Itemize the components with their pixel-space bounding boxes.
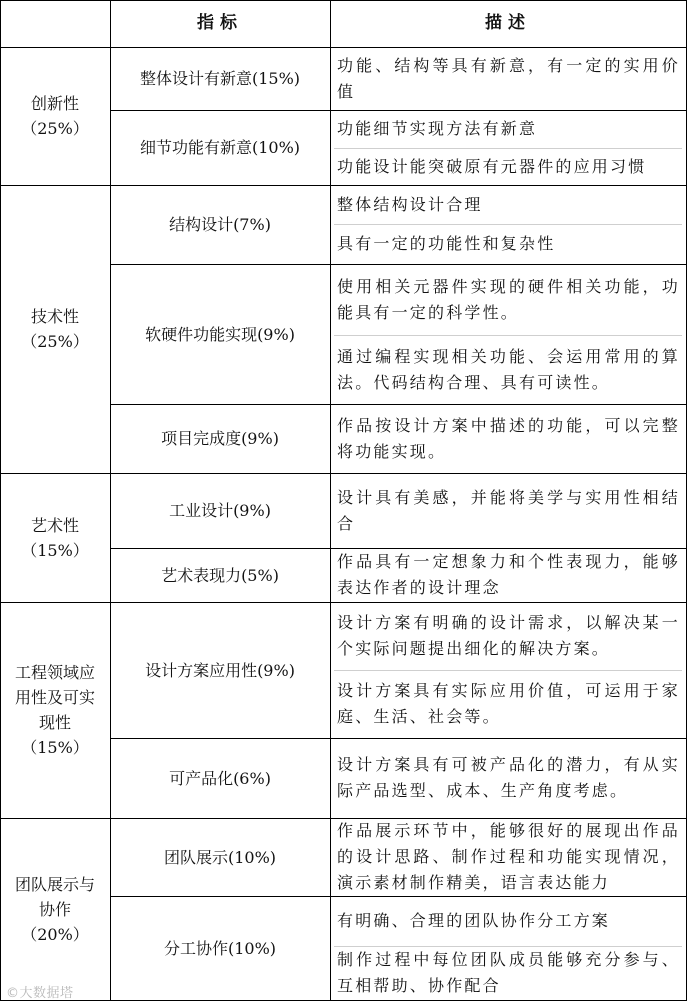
description-cell [330, 224, 686, 264]
category-label-line: （20%） [21, 924, 89, 944]
category-label [21, 513, 89, 563]
description-text: 有明确、合理的团队协作分工方案 [337, 911, 611, 930]
description-cell [330, 818, 686, 896]
category-label-line: 创新性 [30, 94, 79, 113]
header-indicator: 指标 [197, 13, 243, 33]
description-cell [330, 148, 686, 185]
description-text: 设计方案具有可被产品化的潜力，有从实际产品选型、成本、生产角度考虑。 [337, 755, 680, 800]
description-text: 功能、结构等具有新意，有一定的实用价值 [337, 55, 680, 101]
category-cell [0, 473, 110, 602]
category-label-line: （25%） [21, 332, 89, 351]
category-label-line: 协作 [38, 899, 71, 919]
category-label-line: 工程领域应 [14, 663, 95, 682]
category-label-line: 技术性 [30, 307, 79, 326]
description-cell [330, 110, 686, 148]
indicator-cell: 结构设计(7%) [169, 215, 271, 234]
description-cell [330, 670, 686, 738]
description-text: 作品展示环节中，能够很好的展现出作品的设计思路、制作过程和功能实现情况，演示素材制作精美，语言表达能力 [337, 821, 680, 892]
description-cell [330, 47, 686, 110]
description-cell [330, 946, 686, 1000]
description-text: 设计方案具有实际应用价值，可运用于家庭、生活、社会等。 [337, 681, 680, 726]
description-text: 作品具有一定想象力和个性表现力，能够表达作者的设计理念 [337, 552, 680, 597]
description-cell [330, 738, 686, 818]
description-cell [330, 548, 686, 602]
description-cell [330, 335, 686, 404]
description-cell [330, 185, 686, 224]
category-label [15, 872, 95, 947]
category-label-line: 艺术性 [30, 515, 79, 535]
description-cell [330, 264, 686, 335]
indicator-cell: 团队展示(10%) [163, 847, 277, 867]
indicator-cell: 分工协作(10%) [163, 938, 277, 958]
description-text: 使用相关元器件实现的硬件相关功能，功能具有一定的科学性。 [337, 276, 680, 322]
indicator-cell: 可产品化(6%) [169, 768, 271, 788]
category-label-line: （15%） [21, 738, 89, 757]
category-label-line: （25%） [21, 119, 89, 138]
description-cell [330, 896, 686, 946]
description-text: 设计具有美感，并能将美学与实用性相结合 [337, 487, 680, 533]
indicator-cell: 项目完成度(9%) [161, 429, 279, 448]
category-cell [0, 602, 110, 818]
category-cell [0, 818, 110, 1000]
indicator-cell: 软硬件功能实现(9%) [145, 324, 295, 344]
description-text: 制作过程中每位团队成员能够充分参与、互相帮助、协作配合 [337, 950, 680, 995]
description-text: 设计方案有明确的设计需求，以解决某一个实际问题提出细化的解决方案。 [337, 613, 680, 658]
category-label [15, 660, 95, 760]
category-label [21, 91, 89, 141]
description-cell [330, 473, 686, 548]
header-description: 描述 [485, 13, 531, 33]
watermark: ©大数据塔 [6, 986, 74, 1001]
description-text: 整体结构设计合理 [337, 194, 483, 214]
indicator-cell: 艺术表现力(5%) [161, 565, 279, 585]
indicator-cell: 工业设计(9%) [169, 501, 271, 520]
description-text: 功能细节实现方法有新意 [337, 119, 538, 138]
indicator-cell: 细节功能有新意(10%) [139, 138, 301, 157]
indicator-cell: 整体设计有新意(15%) [139, 69, 301, 88]
description-cell [330, 404, 686, 473]
description-text: 通过编程实现相关功能、会运用常用的算法。代码结构合理、具有可读性。 [337, 346, 680, 392]
description-cell [330, 602, 686, 670]
category-label [21, 304, 89, 354]
category-label-line: （15%） [21, 540, 89, 560]
header-blank-cell [0, 0, 110, 47]
category-cell [0, 47, 110, 185]
description-text: 功能设计能突破原有元器件的应用习惯 [337, 156, 647, 176]
table-border-bottom [0, 1000, 687, 1001]
category-label-line: 现性 [38, 713, 71, 732]
category-label-line: 用性及可实 [14, 688, 95, 707]
description-text: 作品按设计方案中描述的功能，可以完整将功能实现。 [337, 415, 680, 461]
category-label-line: 团队展示与 [14, 874, 95, 894]
description-text: 具有一定的功能性和复杂性 [337, 234, 556, 253]
indicator-cell: 设计方案应用性(9%) [145, 660, 295, 680]
category-cell [0, 185, 110, 473]
